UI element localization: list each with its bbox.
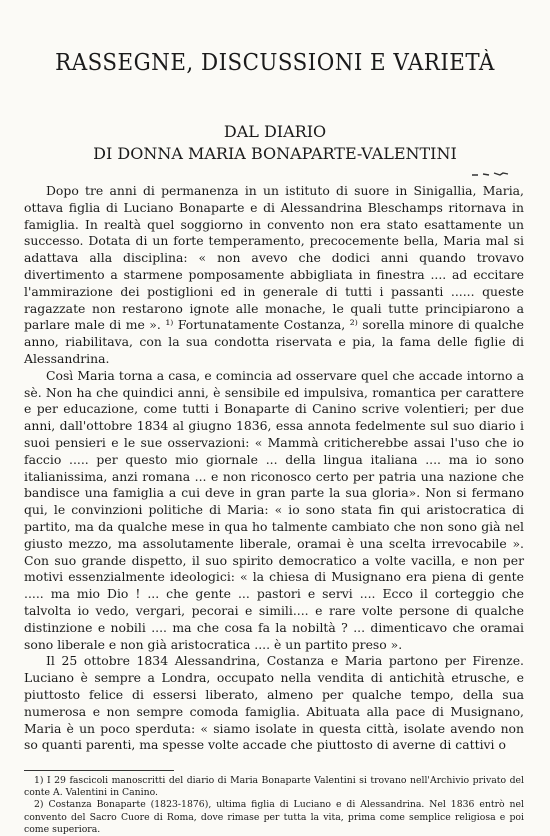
paragraph: Così Maria torna a casa, e comincia ad osservare quel che accade intorno a sè. Non ha che quindici anni, è sensibile ed impulsiva, romantica per carattere e per educazione, come tutti i Bonaparte di Canino scrive volentieri; per due anni, dall'ottobre 1834 al giugno 1836, essa annota fedelmente sul suo diario i suoi pensieri e le sue osservazioni: « Mammà criticherebbe assai l'uso che io faccio ..... per questo mio giornale ... della lingua italiana .... ma io sono italianissima, anzi romana ... e non riconosco certo per patria una nazione che bandisce una famiglia a cui deve in gran parte la sua gloria». Non si fermano qui, le convinzioni politiche di Maria: « io sono stata fin qui aristocratica di partito, ma da qualche mese in qua ho talmente cambiato che non sono già nel giusto mezzo, ma assolutamente liberale, oramai è una scelta irrevocabile ». Con suo grande dispetto, il suo spirito democratico a volte vacilla, e non per motivi essenzialmente ideologici: « la chiesa di Musignano era piena di gente ..... ma mio Dio ! ... che gente ... pastori e servi .... Ecco il corteggio che talvolta io vedo, vergari, pecorai e simili.... e rare volte persone di qualche distinzione e nobili .... ma che cosa fa la nobiltà ? ... dimenticavo che oramai sono liberale e non già aristocratica .... è un partito preso ». xyxy=(24,367,524,652)
footnote: 1) I 29 fascicoli manoscritti del diario di Maria Bonaparte Valentini si trovano nell'Archivio privato del conte A. Valentini in Canino. xyxy=(24,775,524,799)
footnote-divider xyxy=(24,770,174,771)
ink-mark-icon xyxy=(470,170,510,178)
paragraph: Il 25 ottobre 1834 Alessandrina, Costanza e Maria partono per Firenze. Luciano è sempre a Londra, occupato nella vendita di antichità etrusche, e piuttosto felice di essersi liberato, almeno per qualche tempo, della sua numerosa e non sempre comoda famiglia. Abituata alla pace di Musignano, Maria è un poco sperduta: « siamo isolate in questa città, isolate avendo non so quanti parenti, ma spesse volte accade che piuttosto di averne di cattivi o xyxy=(24,653,524,753)
footnotes xyxy=(24,775,524,836)
paragraph: Dopo tre anni di permanenza in un istituto di suore in Sinigallia, Maria, ottava figlia di Luciano Bonaparte e di Alessandrina Bleschamps ritornava in famiglia. In realtà quel soggiorno in convento non era stato esattamente un successo. Dotata di un forte temperamento, precocemente bella, Maria mal si adattava alla disciplina: « non avevo che dodici anni quando trovavo divertimento a starmene pomposamente abbigliata in finestra .... ad eccitare l'ammirazione dei postiglioni ed in generale di tutti i passanti ...... queste ragazzate non restarono ignote alle monache, le quali tutte principiarono a parlare male di me ». ¹⁾ Fortunatamente Costanza, ²⁾ sorella minore di qualche anno, riabilitava, con la sua condotta riservata e pia, la fama delle figlie di Alessandrina. xyxy=(24,183,524,366)
article-body xyxy=(24,183,524,754)
footnote: 2) Costanza Bonaparte (1823-1876), ultima figlia di Luciano e di Alessandrina. Nel 1836 entrò nel convento del Sacro Cuore di Roma, dove rimase per tutta la vita, prima come semplice religiosa e poi come superiora. xyxy=(24,799,524,835)
article-title xyxy=(0,121,550,165)
article-title-line-1: DAL DIARIO xyxy=(223,122,327,141)
article-title-line-2: DI DONNA MARIA BONAPARTE-VALENTINI xyxy=(93,144,457,163)
section-title: RASSEGNE, DISCUSSIONI E VARIETÀ xyxy=(55,50,495,76)
